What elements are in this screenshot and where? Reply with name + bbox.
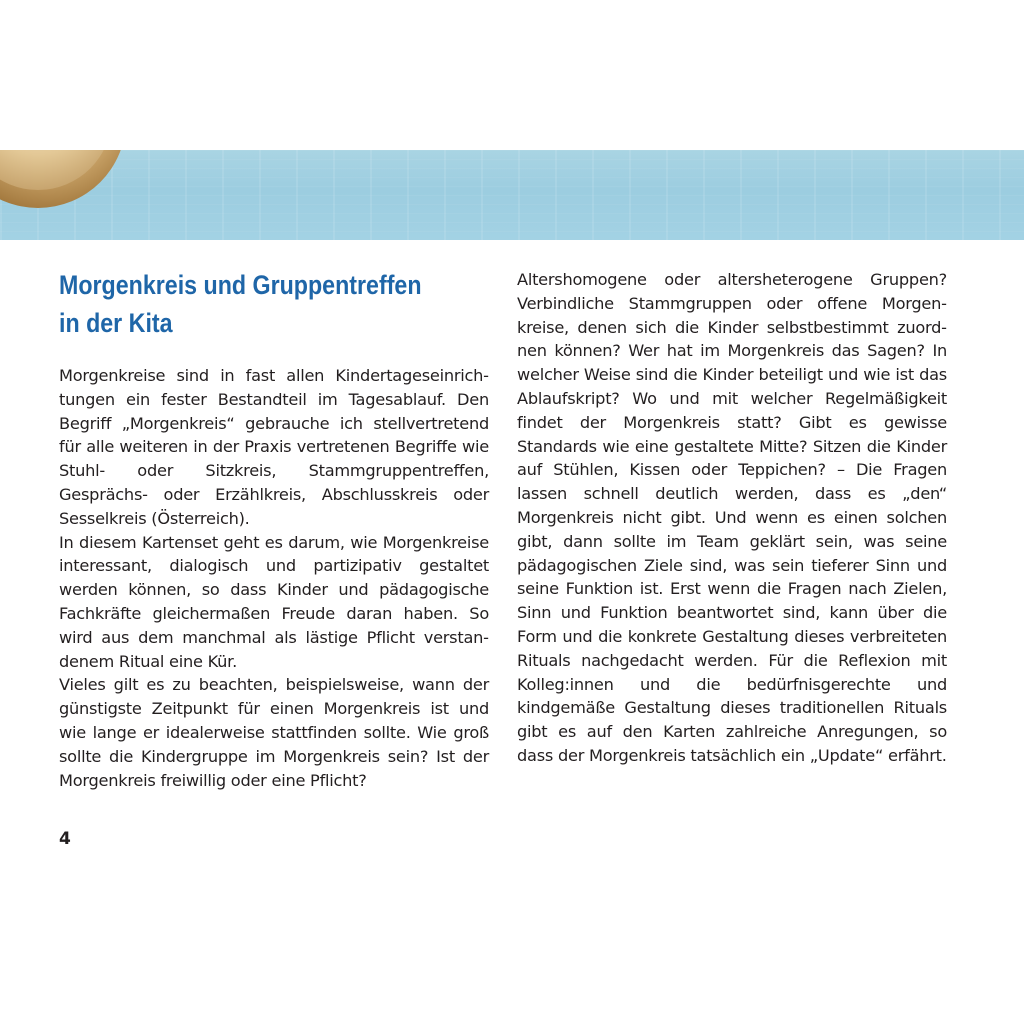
right-column (517, 268, 947, 768)
title-line-2: in der Kita (59, 308, 173, 338)
singing-bowl-image (0, 150, 130, 210)
paragraph: In diesem Kartenset geht es darum, wie Morgenkreise interessant, dialogisch und partizipativ gestaltet werden können, so dass Kinder und pädagogische Fachkräfte gleichermaßen Freude daran haben. So wird aus dem manchmal als lästige Pflicht verstandenem Ritual eine Kür. (59, 532, 489, 671)
left-column (59, 364, 489, 792)
paragraph: Vieles gilt es zu beachten, beispielsweise, wann der günstigste Zeitpunkt für einen Morgenkreis ist und wie lange er idealerweise stattfinden sollte. Wie groß sollte die Kindergruppe im Morgenkreis sein? Ist der Morgenkreis freiwillig oder eine Pflicht? (59, 675, 489, 790)
wood-texture (0, 150, 1024, 240)
header-banner (0, 150, 1024, 240)
paragraph: Morgenkreise sind in fast allen Kindertageseinrichtungen ein fester Bestandteil im Tagesablauf. Den Begriff „Morgenkreis“ gebrauche ich stellvertretend für alle weiteren in der Praxis vertretenen Begriffe wie Stuhl- oder Sitzkreis, Stammgruppentreffen, Gesprächs- oder Erzählkreis, Abschlusskreis oder Sesselkreis (Österreich). (59, 366, 489, 528)
page-number: 4 (59, 829, 71, 849)
paragraph: Altershomogene oder altersheterogene Gruppen? Verbindliche Stammgruppen oder offene Morgenkreise, denen sich die Kinder selbstbestimmt zuordnen können? Wer hat im Morgenkreis das Sagen? In welcher Weise sind die Kinder beteiligt und wie ist das Ablaufskript? Wo und mit welcher Regelmäßigkeit findet der Morgenkreis statt? Gibt es gewisse Standards wie eine gestaltete Mitte? Sitzen die Kinder auf Stühlen, Kissen oder Teppichen? – Die Fragen lassen schnell deutlich werden, dass es „den“ Morgenkreis nicht gibt. Und wenn es einen solchen gibt, dann sollte im Team geklärt sein, was seine pädagogischen Ziele sind, was sein tieferer Sinn und seine Funktion ist. Erst wenn die Fragen nach Zielen, Sinn und Funktion beantwortet sind, kann über die Form und die konkrete Gestaltung dieses verbreiteten Rituals nachgedacht werden. Für die Reflexion mit Kolleg:innen und die bedürfnisgerechte und kindgemäße Gestaltung dieses traditionellen Rituals gibt es auf den Karten zahlreiche Anregungen, so dass der Morgenkreis tatsächlich ein „Update“ erfährt. (517, 270, 947, 765)
page-title (59, 266, 437, 342)
title-line-1: Morgenkreis und Gruppentreffen (59, 270, 422, 300)
